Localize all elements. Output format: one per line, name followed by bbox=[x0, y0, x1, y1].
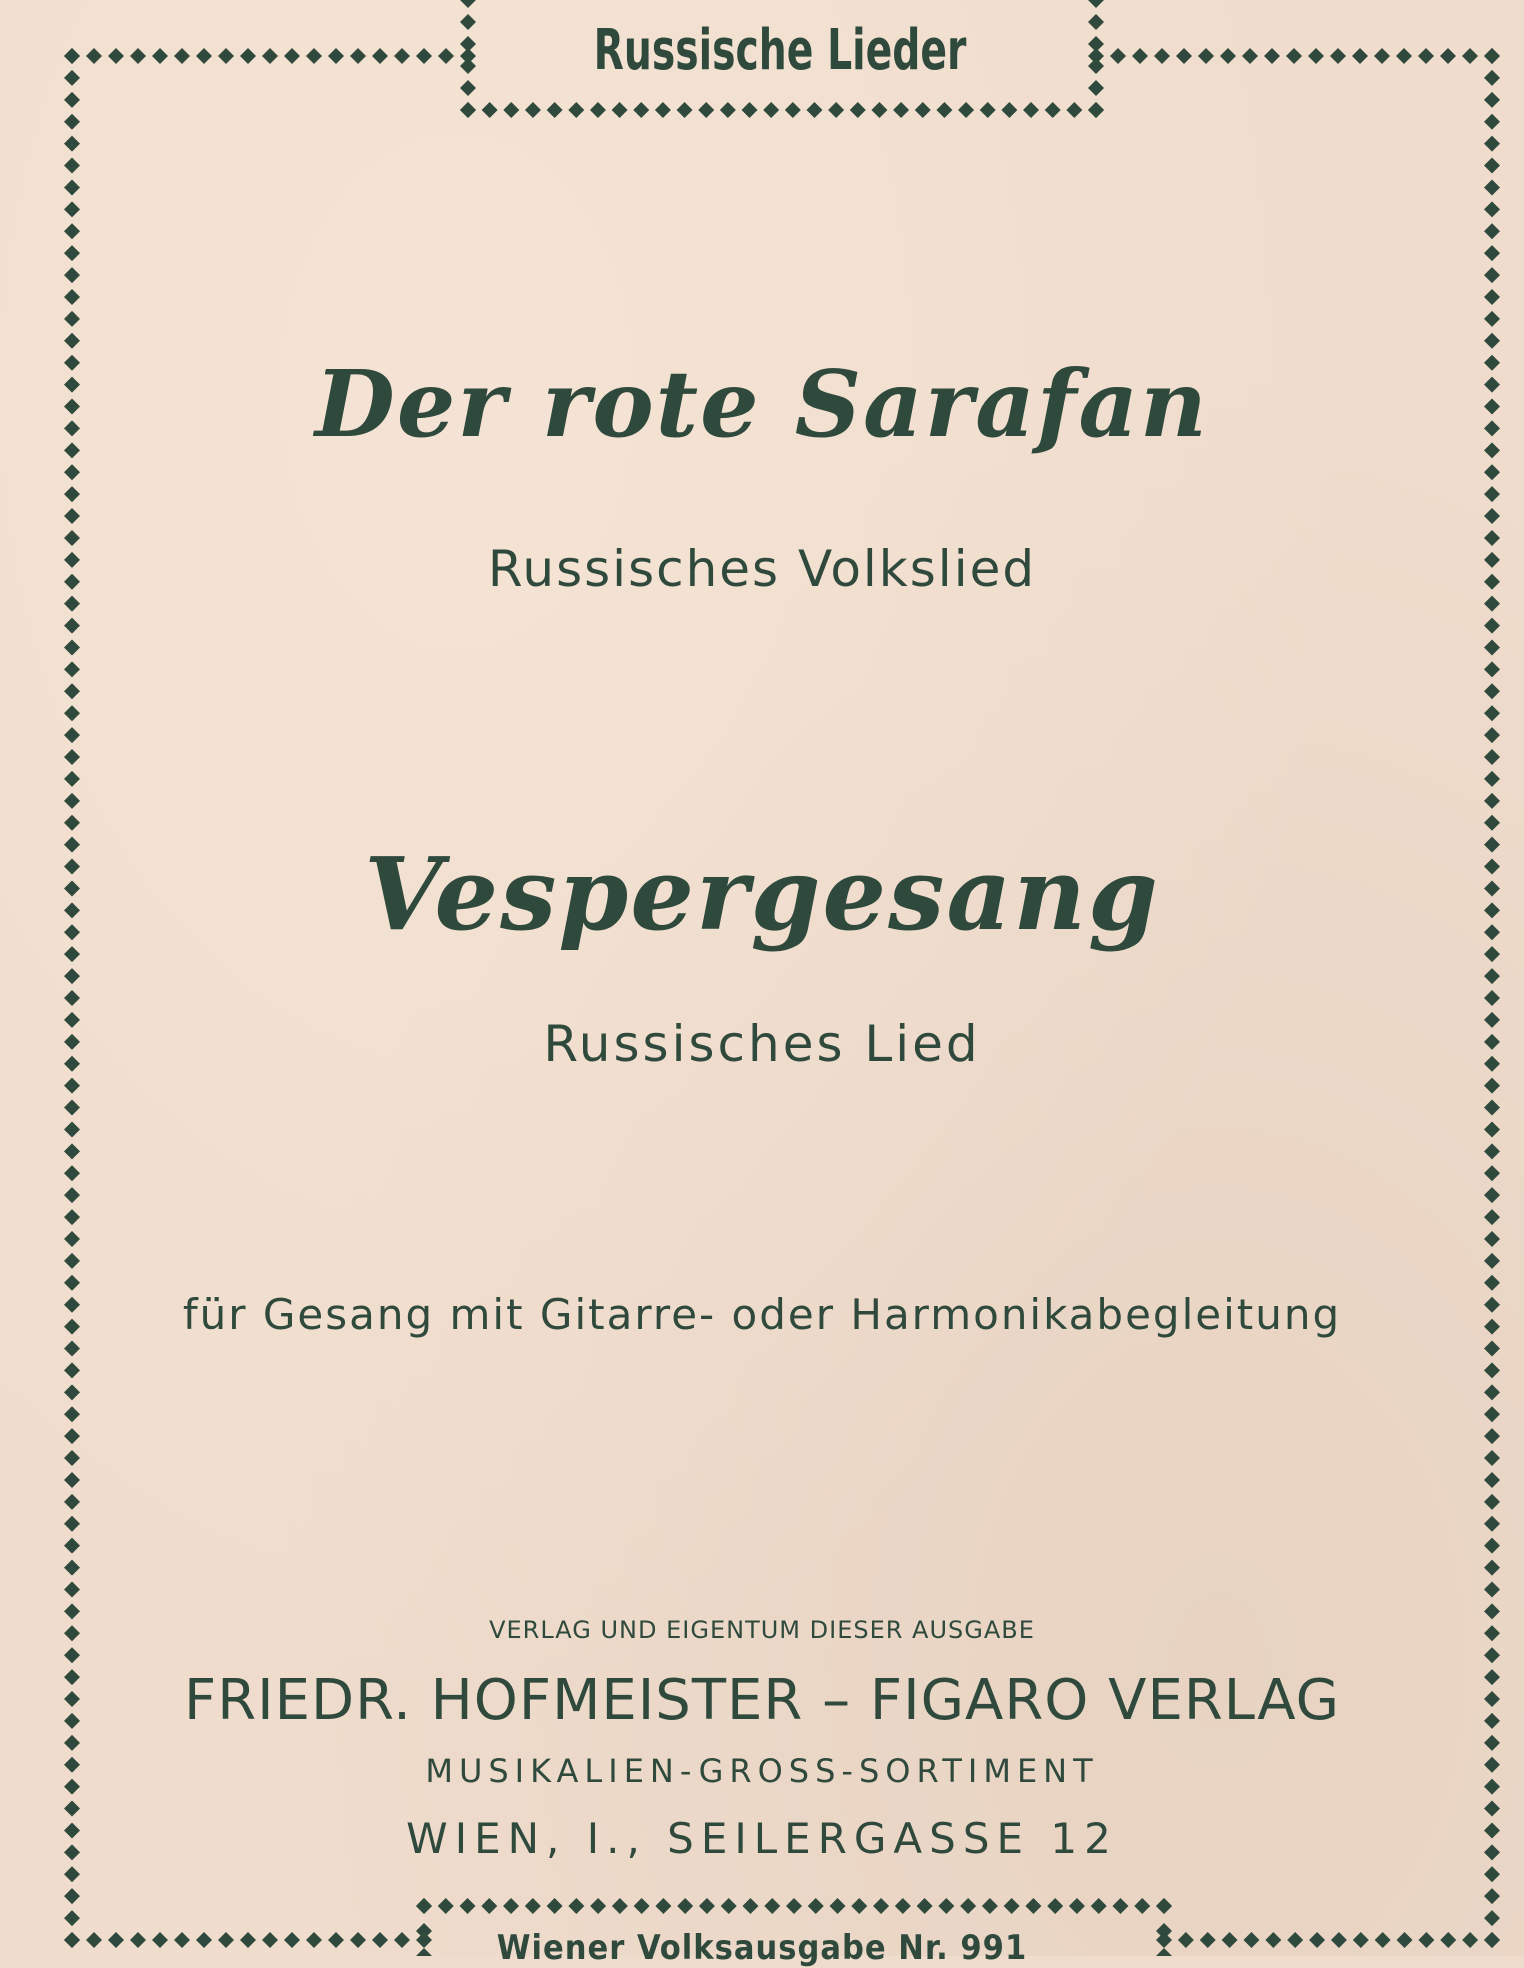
header-series-title: Russische Lieder bbox=[593, 18, 967, 83]
series-label: Wiener Volksausgabe Nr. 991 bbox=[496, 1928, 1028, 1968]
publisher-label: VERLAG UND EIGENTUM DIESER AUSGABE bbox=[489, 1616, 1035, 1644]
publisher-tagline: MUSIKALIEN-GROSS-SORTIMENT bbox=[425, 1752, 1099, 1790]
song-title-1: Der rote Sarafan bbox=[315, 350, 1209, 458]
song-subtitle-2: Russisches Lied bbox=[543, 1015, 981, 1073]
publisher-address: WIEN, I., SEILERGASSE 12 bbox=[406, 1814, 1118, 1863]
song-subtitle-1: Russisches Volkslied bbox=[487, 540, 1037, 598]
publisher-name: FRIEDR. HOFMEISTER – FIGARO VERLAG bbox=[184, 1668, 1340, 1733]
song-title-2: Vespergesang bbox=[364, 835, 1160, 953]
instrumentation-note: für Gesang mit Gitarre- oder Harmonikabegleitung bbox=[182, 1290, 1342, 1339]
